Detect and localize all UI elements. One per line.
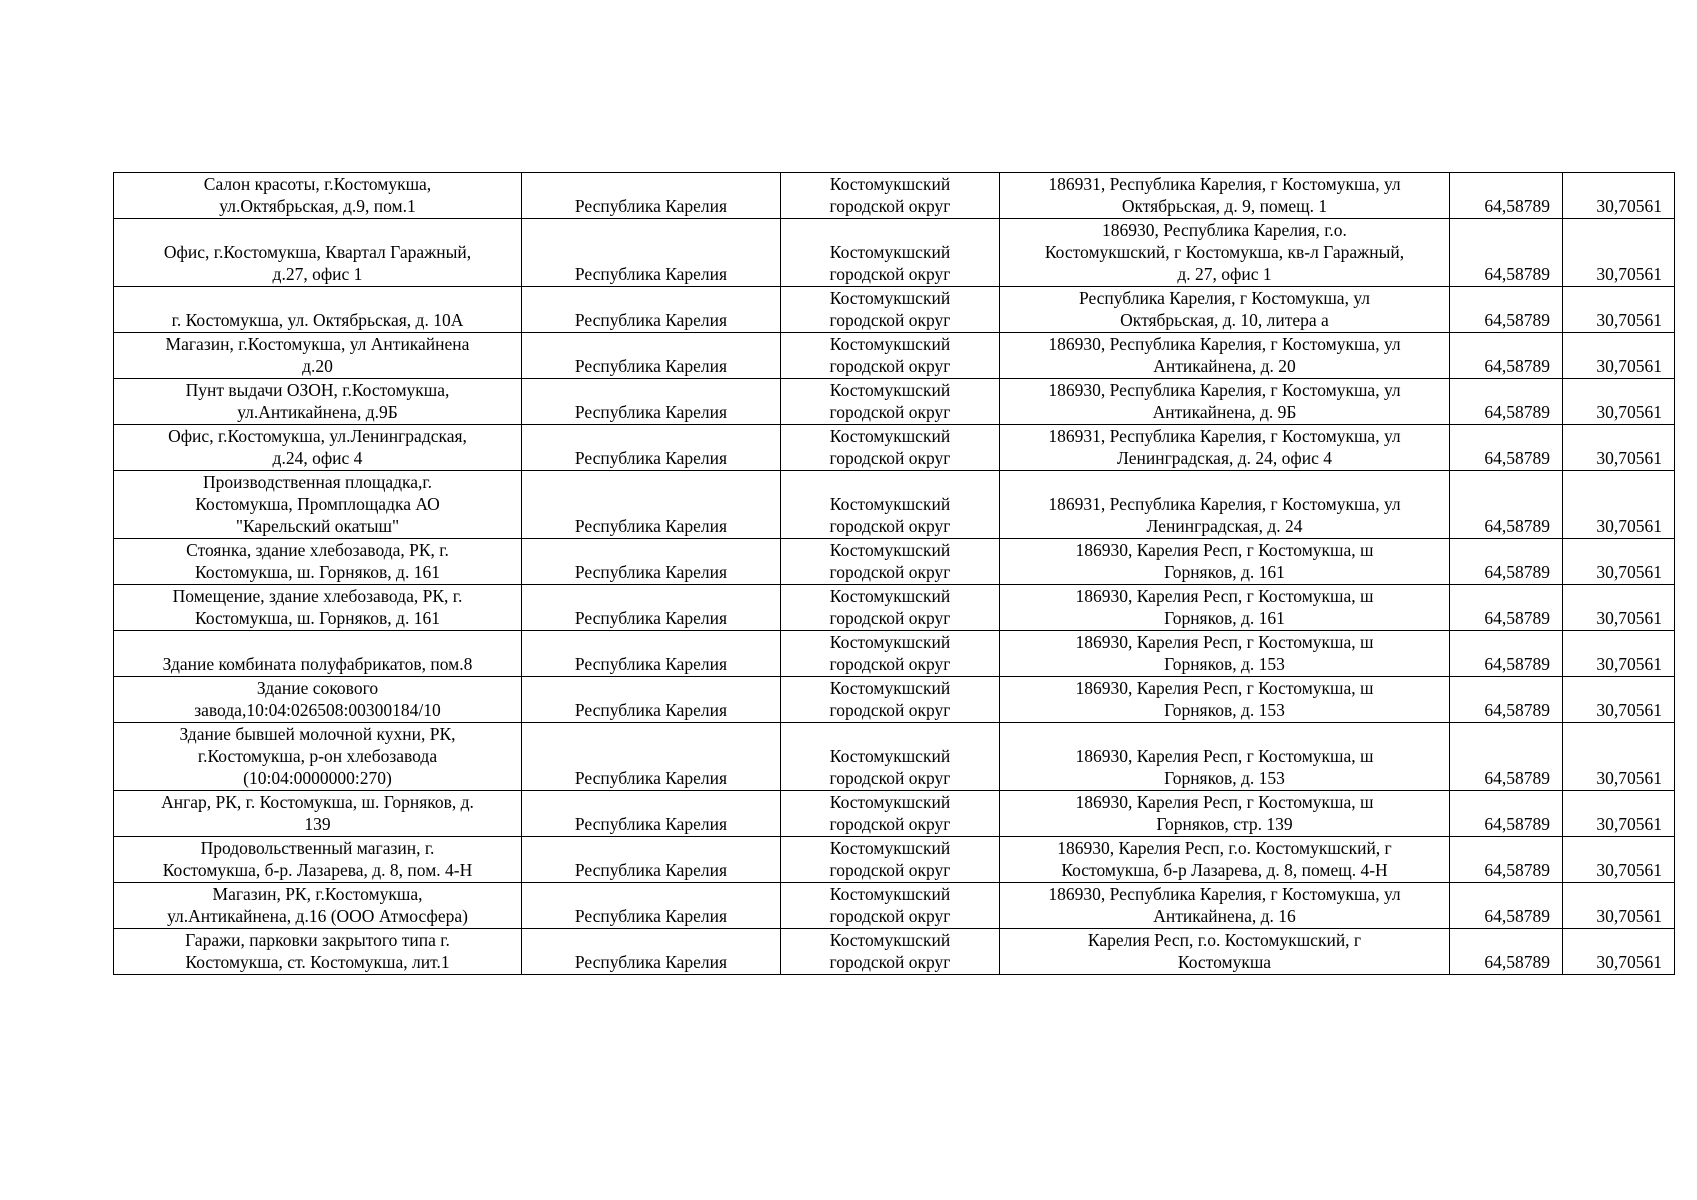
object-name: г. Костомукша, ул. Октябрьская, д. 10А	[171, 310, 464, 330]
latitude-cell	[1450, 287, 1563, 333]
object-name: Продовольственный магазин, г. Костомукша, б-р. Лазарева, д. 8, пом. 4-Н	[162, 838, 473, 880]
district-cell	[781, 929, 1000, 975]
latitude: 64,58789	[1484, 402, 1550, 422]
full-address: 186930, Карелия Респ, г Костомукша, ш Горняков, д. 161	[1075, 586, 1374, 628]
longitude-cell	[1563, 379, 1675, 425]
table-row	[114, 173, 1675, 219]
longitude-cell	[1563, 539, 1675, 585]
longitude: 30,70561	[1596, 608, 1662, 628]
longitude: 30,70561	[1596, 264, 1662, 284]
address-cell	[1000, 791, 1450, 837]
object-name: Помещение, здание хлебозавода, РК, г. Костомукша, ш. Горняков, д. 161	[172, 586, 463, 628]
region-name: Республика Карелия	[574, 516, 728, 536]
table-row	[114, 287, 1675, 333]
locations-table	[113, 172, 1675, 975]
full-address: 186930, Республика Карелия, г Костомукша, ул Антикайнена, д. 20	[1048, 334, 1401, 376]
latitude-cell	[1450, 585, 1563, 631]
full-address: Карелия Респ, г.о. Костомукшский, г Костомукша	[1087, 930, 1362, 972]
region-name: Республика Карелия	[574, 562, 728, 582]
latitude-cell	[1450, 471, 1563, 539]
district-cell	[781, 883, 1000, 929]
district-cell	[781, 219, 1000, 287]
region-cell	[522, 333, 781, 379]
longitude: 30,70561	[1596, 196, 1662, 216]
longitude: 30,70561	[1596, 516, 1662, 536]
table-row	[114, 883, 1675, 929]
object-name: Пунт выдачи ОЗОН, г.Костомукша, ул.Антикайнена, д.9Б	[185, 380, 450, 422]
region-cell	[522, 883, 781, 929]
latitude: 64,58789	[1484, 768, 1550, 788]
object-name: Магазин, г.Костомукша, ул Антикайнена д.20	[165, 334, 470, 376]
full-address: 186930, Карелия Респ, г.о. Костомукшский, г Костомукша, б-р Лазарева, д. 8, помещ. 4-Н	[1057, 838, 1392, 880]
address-cell	[1000, 425, 1450, 471]
region-name: Республика Карелия	[574, 952, 728, 972]
district-cell	[781, 585, 1000, 631]
latitude: 64,58789	[1484, 860, 1550, 880]
district-cell	[781, 539, 1000, 585]
district-cell	[781, 379, 1000, 425]
longitude-cell	[1563, 677, 1675, 723]
latitude: 64,58789	[1484, 608, 1550, 628]
latitude: 64,58789	[1484, 516, 1550, 536]
object-name: Стоянка, здание хлебозавода, РК, г. Костомукша, ш. Горняков, д. 161	[186, 540, 449, 582]
address-cell	[1000, 723, 1450, 791]
object-name: Производственная площадка,г. Костомукша, Промплощадка АО "Карельский окатыш"	[195, 472, 440, 536]
district-cell	[781, 173, 1000, 219]
full-address: 186930, Республика Карелия, г Костомукша, ул Антикайнена, д. 16	[1048, 884, 1401, 926]
longitude: 30,70561	[1596, 310, 1662, 330]
table-row	[114, 677, 1675, 723]
full-address: 186930, Республика Карелия, г.о. Костомукшский, г Костомукша, кв-л Гаражный, д. 27, офис 1	[1044, 220, 1405, 284]
latitude: 64,58789	[1484, 700, 1550, 720]
longitude: 30,70561	[1596, 562, 1662, 582]
object-name: Здание сокового завода,10:04:026508:00300184/10	[194, 678, 441, 720]
object-name: Офис, г.Костомукша, ул.Ленинградская, д.24, офис 4	[168, 426, 467, 468]
object-name: Гаражи, парковки закрытого типа г. Костомукша, ст. Костомукша, лит.1	[185, 930, 450, 972]
address-cell	[1000, 173, 1450, 219]
address-cell	[1000, 471, 1450, 539]
region-cell	[522, 471, 781, 539]
latitude-cell	[1450, 379, 1563, 425]
longitude-cell	[1563, 471, 1675, 539]
district-name: Костомукшский городской округ	[829, 838, 951, 880]
table-row	[114, 219, 1675, 287]
district-name: Костомукшский городской округ	[829, 494, 951, 536]
longitude: 30,70561	[1596, 768, 1662, 788]
district-name: Костомукшский городской округ	[829, 746, 951, 788]
object-name: Здание бывшей молочной кухни, РК, г.Костомукша, р-он хлебозавода (10:04:0000000:270)	[179, 724, 456, 788]
longitude: 30,70561	[1596, 860, 1662, 880]
object-name-cell	[114, 883, 522, 929]
district-cell	[781, 631, 1000, 677]
latitude-cell	[1450, 791, 1563, 837]
longitude: 30,70561	[1596, 814, 1662, 834]
district-name: Костомукшский городской округ	[829, 334, 951, 376]
latitude: 64,58789	[1484, 562, 1550, 582]
table-row	[114, 837, 1675, 883]
address-cell	[1000, 677, 1450, 723]
object-name-cell	[114, 585, 522, 631]
region-cell	[522, 287, 781, 333]
full-address: 186930, Карелия Респ, г Костомукша, ш Горняков, стр. 139	[1075, 792, 1374, 834]
longitude-cell	[1563, 791, 1675, 837]
region-name: Республика Карелия	[574, 608, 728, 628]
address-cell	[1000, 883, 1450, 929]
longitude: 30,70561	[1596, 448, 1662, 468]
region-name: Республика Карелия	[574, 264, 728, 284]
full-address: 186930, Карелия Респ, г Костомукша, ш Горняков, д. 153	[1075, 678, 1374, 720]
region-cell	[522, 723, 781, 791]
longitude-cell	[1563, 287, 1675, 333]
longitude: 30,70561	[1596, 402, 1662, 422]
longitude-cell	[1563, 723, 1675, 791]
region-name: Республика Карелия	[574, 768, 728, 788]
latitude: 64,58789	[1484, 310, 1550, 330]
region-cell	[522, 631, 781, 677]
latitude: 64,58789	[1484, 952, 1550, 972]
object-name-cell	[114, 631, 522, 677]
full-address: 186930, Республика Карелия, г Костомукша, ул Антикайнена, д. 9Б	[1048, 380, 1401, 422]
longitude-cell	[1563, 219, 1675, 287]
district-cell	[781, 677, 1000, 723]
district-name: Костомукшский городской округ	[829, 586, 951, 628]
region-name: Республика Карелия	[574, 860, 728, 880]
region-name: Республика Карелия	[574, 814, 728, 834]
address-cell	[1000, 287, 1450, 333]
region-cell	[522, 219, 781, 287]
full-address: 186930, Карелия Респ, г Костомукша, ш Горняков, д. 153	[1075, 632, 1374, 674]
longitude-cell	[1563, 631, 1675, 677]
latitude: 64,58789	[1484, 654, 1550, 674]
district-name: Костомукшский городской округ	[829, 884, 951, 926]
object-name-cell	[114, 379, 522, 425]
object-name-cell	[114, 173, 522, 219]
latitude-cell	[1450, 883, 1563, 929]
region-name: Республика Карелия	[574, 448, 728, 468]
object-name: Магазин, РК, г.Костомукша, ул.Антикайнена, д.16 (ООО Атмосфера)	[167, 884, 468, 926]
district-name: Костомукшский городской округ	[829, 242, 951, 284]
longitude-cell	[1563, 333, 1675, 379]
object-name: Офис, г.Костомукша, Квартал Гаражный, д.27, офис 1	[163, 242, 472, 284]
table-row	[114, 425, 1675, 471]
district-cell	[781, 837, 1000, 883]
latitude: 64,58789	[1484, 196, 1550, 216]
longitude-cell	[1563, 883, 1675, 929]
latitude-cell	[1450, 219, 1563, 287]
object-name-cell	[114, 837, 522, 883]
latitude: 64,58789	[1484, 448, 1550, 468]
full-address: 186930, Карелия Респ, г Костомукша, ш Горняков, д. 153	[1075, 746, 1374, 788]
table-row	[114, 723, 1675, 791]
latitude-cell	[1450, 539, 1563, 585]
full-address: 186930, Карелия Респ, г Костомукша, ш Горняков, д. 161	[1075, 540, 1374, 582]
latitude-cell	[1450, 929, 1563, 975]
district-name: Костомукшский городской округ	[829, 288, 951, 330]
region-cell	[522, 379, 781, 425]
district-name: Костомукшский городской округ	[829, 174, 951, 216]
object-name: Здание комбината полуфабрикатов, пом.8	[162, 654, 473, 674]
district-name: Костомукшский городской округ	[829, 792, 951, 834]
full-address: Республика Карелия, г Костомукша, ул Октябрьская, д. 10, литера а	[1078, 288, 1371, 330]
table-row	[114, 539, 1675, 585]
latitude: 64,58789	[1484, 356, 1550, 376]
address-cell	[1000, 379, 1450, 425]
region-cell	[522, 791, 781, 837]
longitude-cell	[1563, 837, 1675, 883]
district-name: Костомукшский городской округ	[829, 678, 951, 720]
region-name: Республика Карелия	[574, 196, 728, 216]
object-name-cell	[114, 929, 522, 975]
region-name: Республика Карелия	[574, 310, 728, 330]
object-name-cell	[114, 471, 522, 539]
district-cell	[781, 791, 1000, 837]
region-cell	[522, 837, 781, 883]
address-cell	[1000, 631, 1450, 677]
latitude: 64,58789	[1484, 814, 1550, 834]
longitude: 30,70561	[1596, 952, 1662, 972]
longitude-cell	[1563, 929, 1675, 975]
address-cell	[1000, 929, 1450, 975]
region-name: Республика Карелия	[574, 402, 728, 422]
object-name: Ангар, РК, г. Костомукша, ш. Горняков, д. 139	[161, 792, 474, 834]
latitude-cell	[1450, 631, 1563, 677]
district-cell	[781, 723, 1000, 791]
region-name: Республика Карелия	[574, 654, 728, 674]
table-row	[114, 929, 1675, 975]
table-row	[114, 471, 1675, 539]
region-name: Республика Карелия	[574, 906, 728, 926]
latitude: 64,58789	[1484, 264, 1550, 284]
object-name-cell	[114, 677, 522, 723]
district-name: Костомукшский городской округ	[829, 540, 951, 582]
region-name: Республика Карелия	[574, 700, 728, 720]
full-address: 186931, Республика Карелия, г Костомукша, ул Октябрьская, д. 9, помещ. 1	[1048, 174, 1401, 216]
object-name-cell	[114, 539, 522, 585]
district-cell	[781, 333, 1000, 379]
region-cell	[522, 677, 781, 723]
latitude-cell	[1450, 173, 1563, 219]
table-row	[114, 379, 1675, 425]
address-cell	[1000, 539, 1450, 585]
full-address: 186931, Республика Карелия, г Костомукша, ул Ленинградская, д. 24	[1048, 494, 1401, 536]
object-name-cell	[114, 219, 522, 287]
region-cell	[522, 585, 781, 631]
locations-table-body	[114, 173, 1675, 975]
district-cell	[781, 287, 1000, 333]
district-name: Костомукшский городской округ	[829, 426, 951, 468]
district-cell	[781, 471, 1000, 539]
longitude: 30,70561	[1596, 906, 1662, 926]
latitude-cell	[1450, 333, 1563, 379]
region-name: Республика Карелия	[574, 356, 728, 376]
object-name-cell	[114, 791, 522, 837]
object-name-cell	[114, 287, 522, 333]
latitude: 64,58789	[1484, 906, 1550, 926]
address-cell	[1000, 219, 1450, 287]
object-name-cell	[114, 425, 522, 471]
district-cell	[781, 425, 1000, 471]
object-name-cell	[114, 723, 522, 791]
latitude-cell	[1450, 425, 1563, 471]
region-cell	[522, 425, 781, 471]
table-row	[114, 791, 1675, 837]
region-cell	[522, 929, 781, 975]
district-name: Костомукшский городской округ	[829, 632, 951, 674]
district-name: Костомукшский городской округ	[829, 380, 951, 422]
region-cell	[522, 539, 781, 585]
latitude-cell	[1450, 837, 1563, 883]
latitude-cell	[1450, 677, 1563, 723]
table-row	[114, 631, 1675, 677]
latitude-cell	[1450, 723, 1563, 791]
table-row	[114, 333, 1675, 379]
region-cell	[522, 173, 781, 219]
longitude: 30,70561	[1596, 700, 1662, 720]
longitude-cell	[1563, 585, 1675, 631]
object-name-cell	[114, 333, 522, 379]
object-name: Салон красоты, г.Костомукша, ул.Октябрьская, д.9, пом.1	[203, 174, 432, 216]
district-name: Костомукшский городской округ	[829, 930, 951, 972]
longitude-cell	[1563, 425, 1675, 471]
longitude-cell	[1563, 173, 1675, 219]
address-cell	[1000, 333, 1450, 379]
address-cell	[1000, 585, 1450, 631]
longitude: 30,70561	[1596, 654, 1662, 674]
table-row	[114, 585, 1675, 631]
full-address: 186931, Республика Карелия, г Костомукша, ул Ленинградская, д. 24, офис 4	[1048, 426, 1401, 468]
longitude: 30,70561	[1596, 356, 1662, 376]
address-cell	[1000, 837, 1450, 883]
